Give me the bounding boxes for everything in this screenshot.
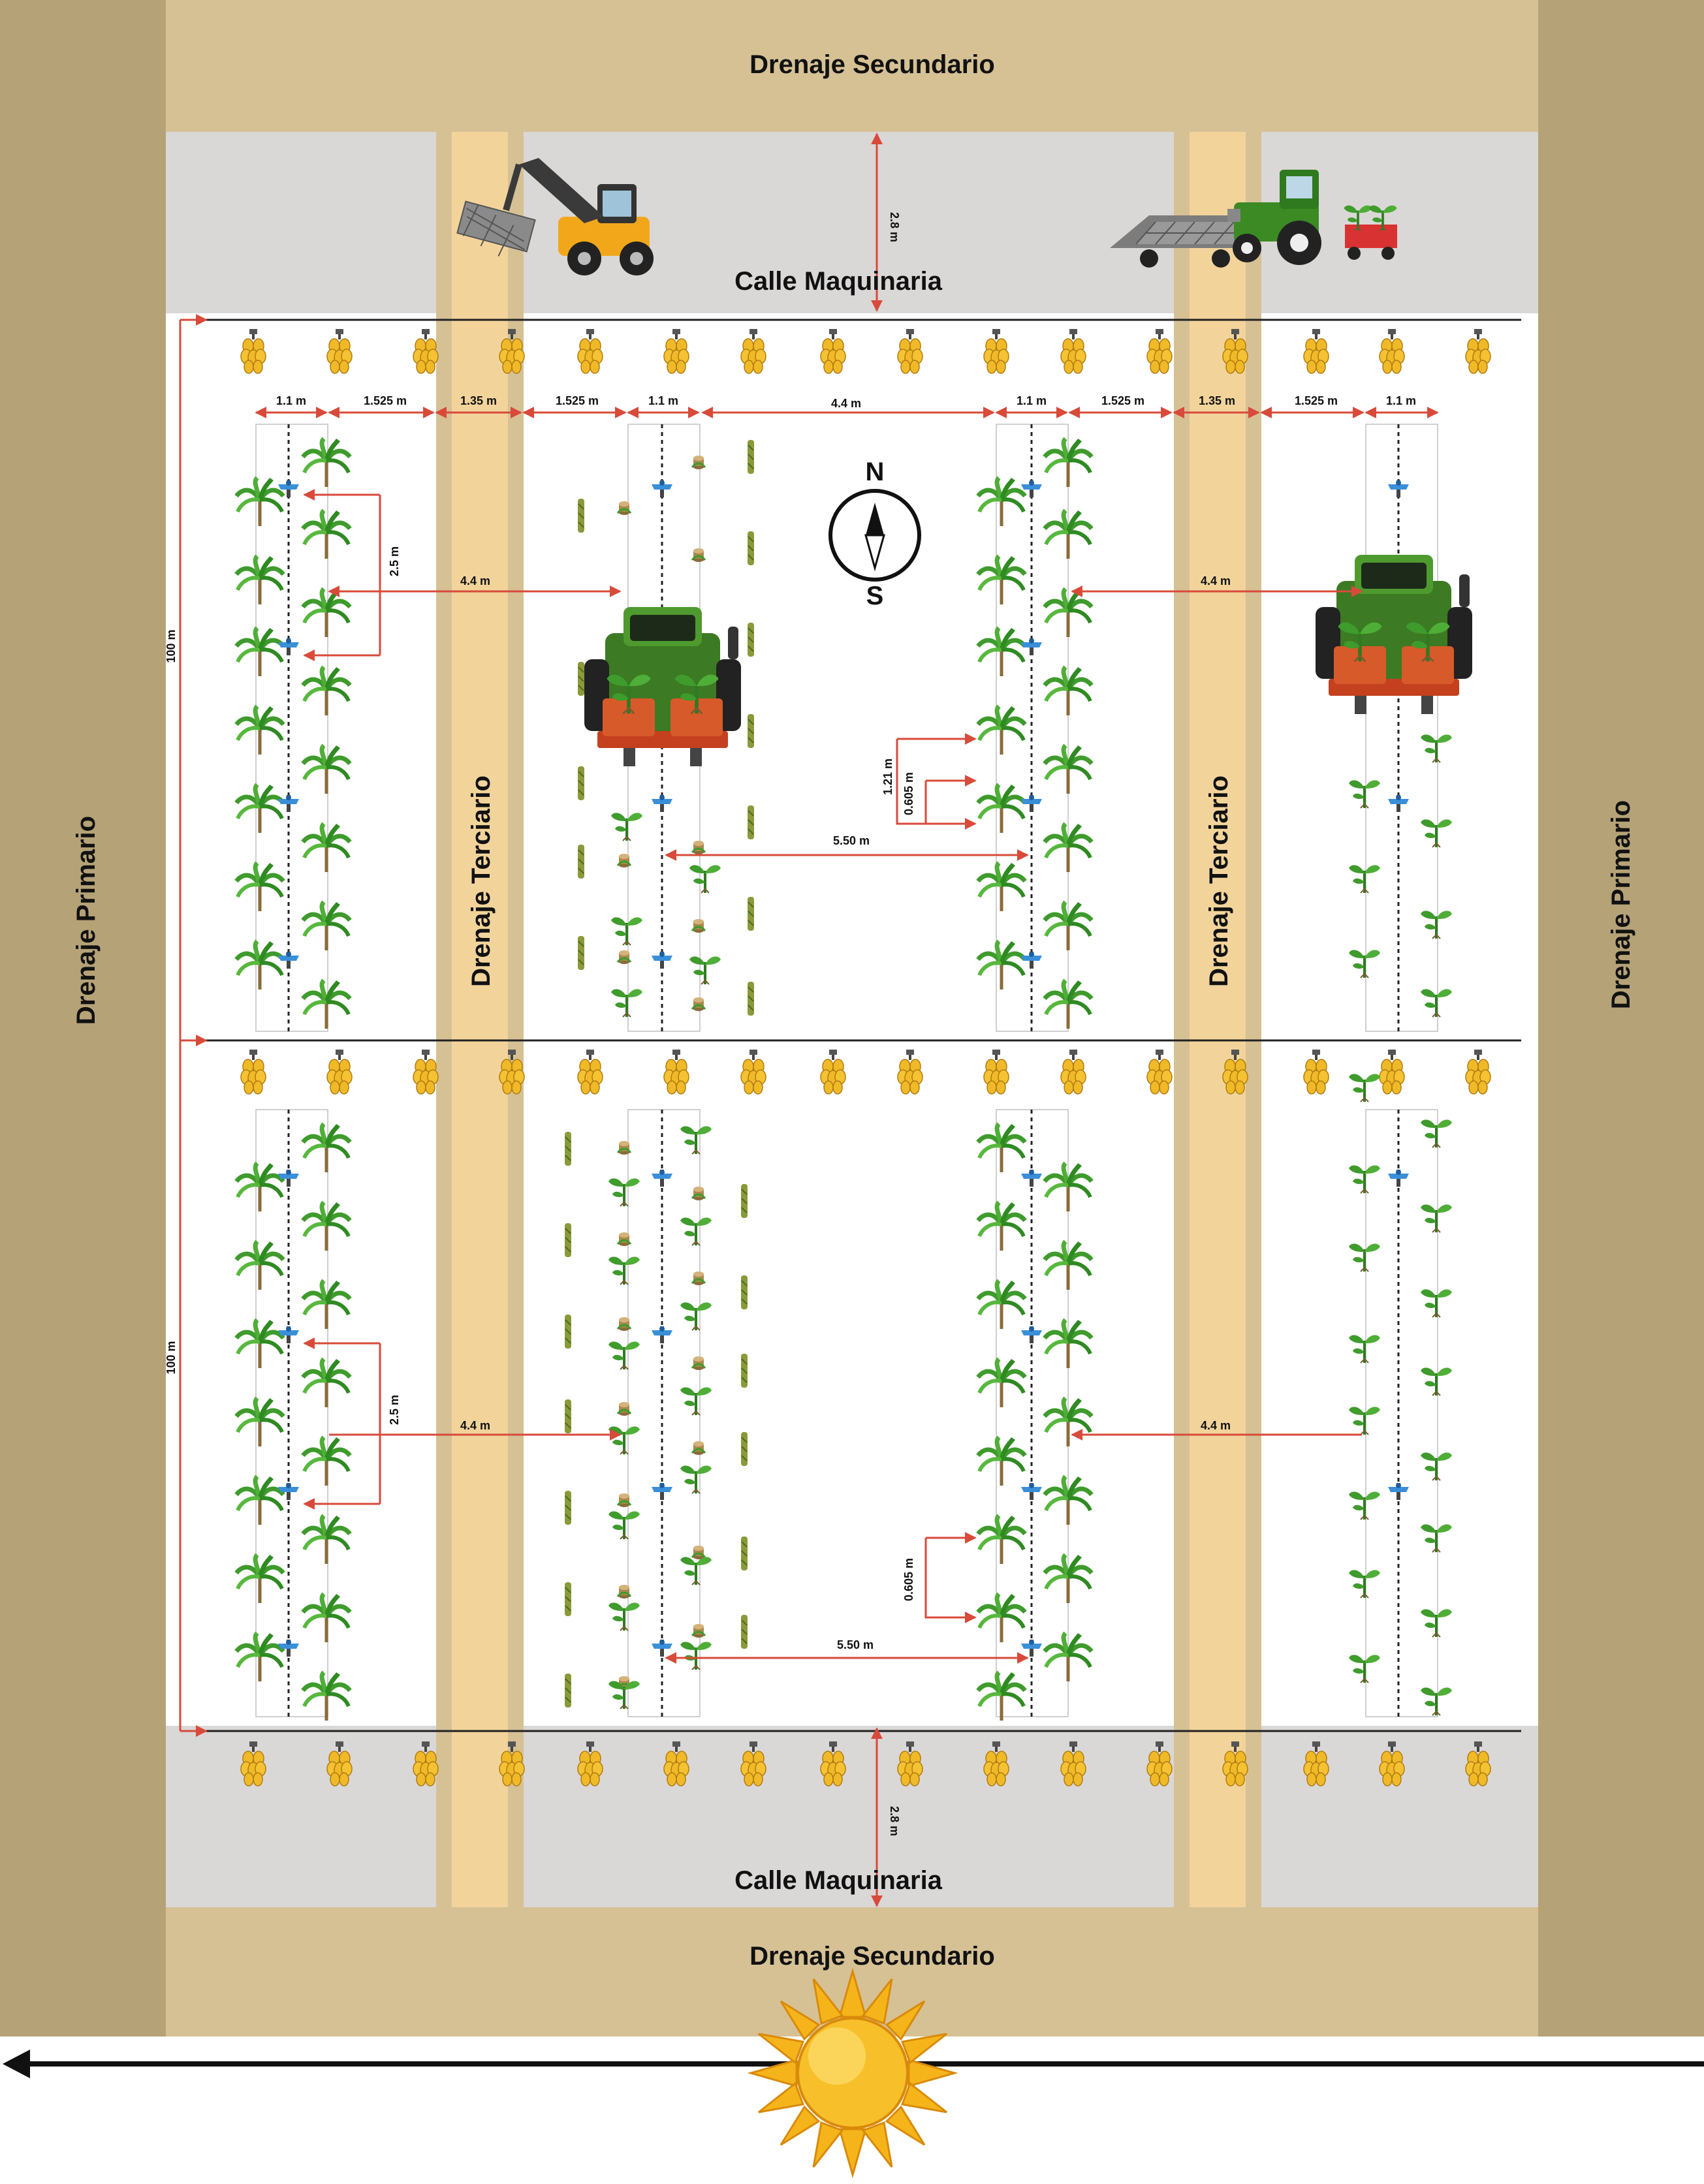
dim-row-g: 1.1 m: [1016, 394, 1047, 407]
machinery-road-top-label: Calle Maquinaria: [734, 267, 942, 296]
dim-row-h: 1.525 m: [1101, 394, 1145, 407]
dim-row-f: 4.4 m: [830, 397, 862, 410]
dim-road-bottom: 2.8 m: [888, 1805, 901, 1837]
dim-row-c: 1.35 m: [460, 394, 497, 407]
dim-double-row-top: 1.21 m: [881, 758, 894, 796]
dim-row-j: 1.525 m: [1294, 394, 1338, 407]
tertiary-drain-right-label: Drenaje Terciario: [1205, 775, 1233, 987]
dim-row-k: 1.1 m: [1385, 394, 1417, 407]
machinery-road-bottom-label: Calle Maquinaria: [734, 1866, 942, 1895]
secondary-drain-bottom-label: Drenaje Secundario: [749, 1942, 995, 1971]
dim-block-bottom: 100 m: [165, 1341, 178, 1375]
dim-lateral-top-left: 4.4 m: [460, 574, 491, 587]
dim-plant-spacing-bottom: 2.5 m: [388, 1394, 401, 1426]
dim-half-row-top: 0.605 m: [902, 772, 915, 816]
secondary-drain-top-label: Drenaje Secundario: [749, 50, 995, 79]
primary-drain-left-label: Drenaje Primario: [72, 815, 101, 1025]
primary-drain-right: [1538, 0, 1704, 2036]
dim-plant-spacing-top: 2.5 m: [388, 546, 401, 577]
dim-row-e: 1.1 m: [648, 394, 679, 407]
dim-lateral-bottom-left: 4.4 m: [460, 1419, 491, 1432]
dim-lateral-bottom-right: 4.4 m: [1200, 1419, 1231, 1432]
compass-south: S: [866, 582, 884, 610]
dim-road-top: 2.8 m: [888, 211, 901, 243]
dim-sprinkler-bottom: 5.50 m: [836, 1638, 874, 1651]
tertiary-drain-left-label: Drenaje Terciario: [467, 775, 496, 987]
dim-sprinkler-top: 5.50 m: [832, 834, 870, 847]
compass-icon: [830, 491, 919, 580]
dim-row-a: 1.1 m: [276, 394, 307, 407]
sun-icon: [751, 1971, 955, 2175]
dim-row-d: 1.525 m: [555, 394, 599, 407]
primary-drain-right-label: Drenaje Primario: [1607, 800, 1635, 1010]
dim-half-row-bottom: 0.605 m: [902, 1557, 915, 1602]
dim-row-i: 1.35 m: [1198, 394, 1236, 407]
dim-row-b: 1.525 m: [363, 394, 407, 407]
compass-north: N: [865, 458, 885, 486]
dim-lateral-top-right: 4.4 m: [1200, 574, 1231, 587]
dim-block-top: 100 m: [165, 629, 178, 663]
